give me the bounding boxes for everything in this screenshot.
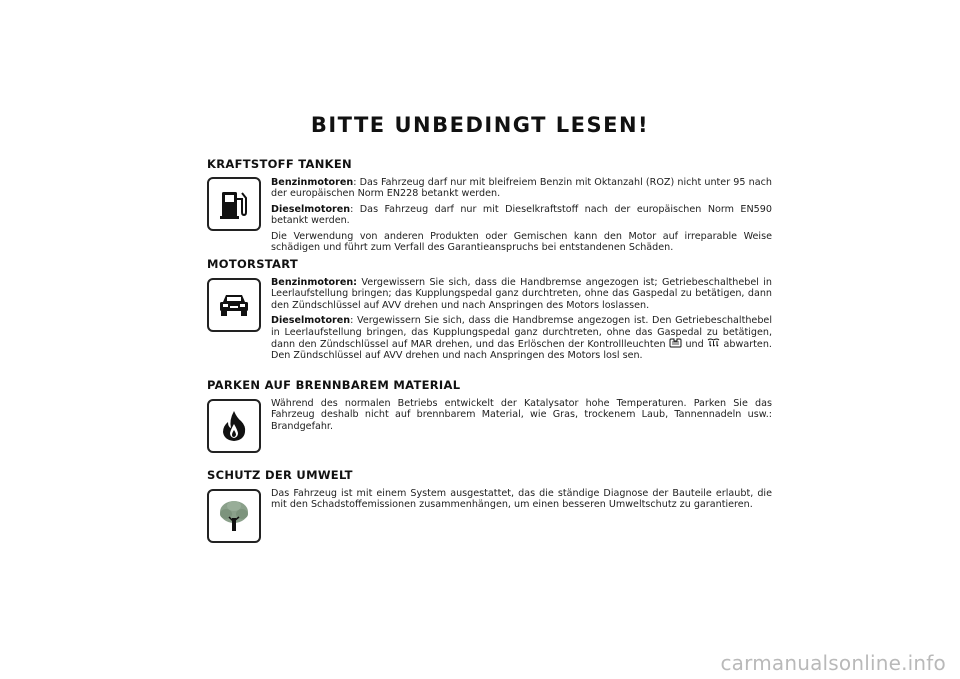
tree-icon (207, 489, 261, 543)
car-icon (207, 278, 261, 332)
paragraph-parking: Während des normalen Betriebs entwickelt der Katalysator hohe Temperaturen. Parken Sie das Fahrzeug deshalb nicht auf brennbarem Material, wie Gras, trockenem Laub, Tannennadeln usw.: Brandgefahr. (271, 398, 772, 432)
section-heading-fuel: KRAFTSTOFF TANKEN (207, 157, 352, 171)
page-title: BITTE UNBEDINGT LESEN! (310, 113, 650, 137)
paragraph-petrol-fuel: Benzinmotoren: Das Fahrzeug darf nur mit bleifreiem Benzin mit Oktanzahl (ROZ) nicht unter 95 nach der europäischen Norm EN228 betankt werden. (271, 177, 772, 200)
section-heading-parking: PARKEN AUF BRENNBAREM MATERIAL (207, 378, 461, 392)
paragraph-diesel-fuel: Dieselmotoren: Das Fahrzeug darf nur mit Dieselkraftstoff nach der europäischen Norm EN590 betankt werden. (271, 203, 772, 227)
fuel-pump-icon (207, 177, 261, 231)
section-body-environment (271, 488, 772, 515)
paragraph-environment: Das Fahrzeug ist mit einem System ausgestattet, das die ständige Diagnose der Bauteile erlaubt, die mit den Schadstoffemissionen zusammenhängen, um einen besseren Umweltschutz zu garantieren. (271, 488, 772, 511)
section-heading-environment: SCHUTZ DER UMWELT (207, 468, 353, 482)
section-body-fuel (271, 177, 772, 257)
flame-icon (207, 399, 261, 453)
section-heading-start: MOTORSTART (207, 257, 299, 271)
preheat-lamp-icon (669, 338, 682, 348)
paragraph-petrol-start: Benzinmotoren: Vergewissern Sie sich, dass die Handbremse angezogen ist; Getriebeschalthebel in Leerlaufstellung bringen; das Kupplungspedal ganz durchtreten, ohne das Gaspedal zu betätigen, dann den Zündschlüssel auf AVV drehen und nach Anspringen des Motors loslassen. (271, 277, 772, 311)
watermark: carmanualsonline.info (720, 651, 946, 675)
section-body-parking (271, 398, 772, 436)
paragraph-fuel-warning: Die Verwendung von anderen Produkten oder Gemischen kann den Motor auf irreparable Weise schädigen und führt zum Verfall des Garantieanspruchs bei entstandenen Schäden. (271, 230, 772, 254)
section-body-start (271, 277, 772, 366)
glow-plug-icon (707, 338, 720, 348)
paragraph-diesel-start: Dieselmotoren: Vergewissern Sie sich, dass die Handbremse angezogen ist. Den Getriebeschalthebel in Leerlaufstellung bringen, das Kupplungspedal ganz durchtreten, ohne das Gaspedal zu betätigen, dann den Zündschlüssel auf MAR drehen, und das Erlöschen der Kontrollleuchten und abwarten. Den Zündschlüssel auf AVV drehen und nach Anspringen des Motors losl sen. (271, 315, 772, 362)
